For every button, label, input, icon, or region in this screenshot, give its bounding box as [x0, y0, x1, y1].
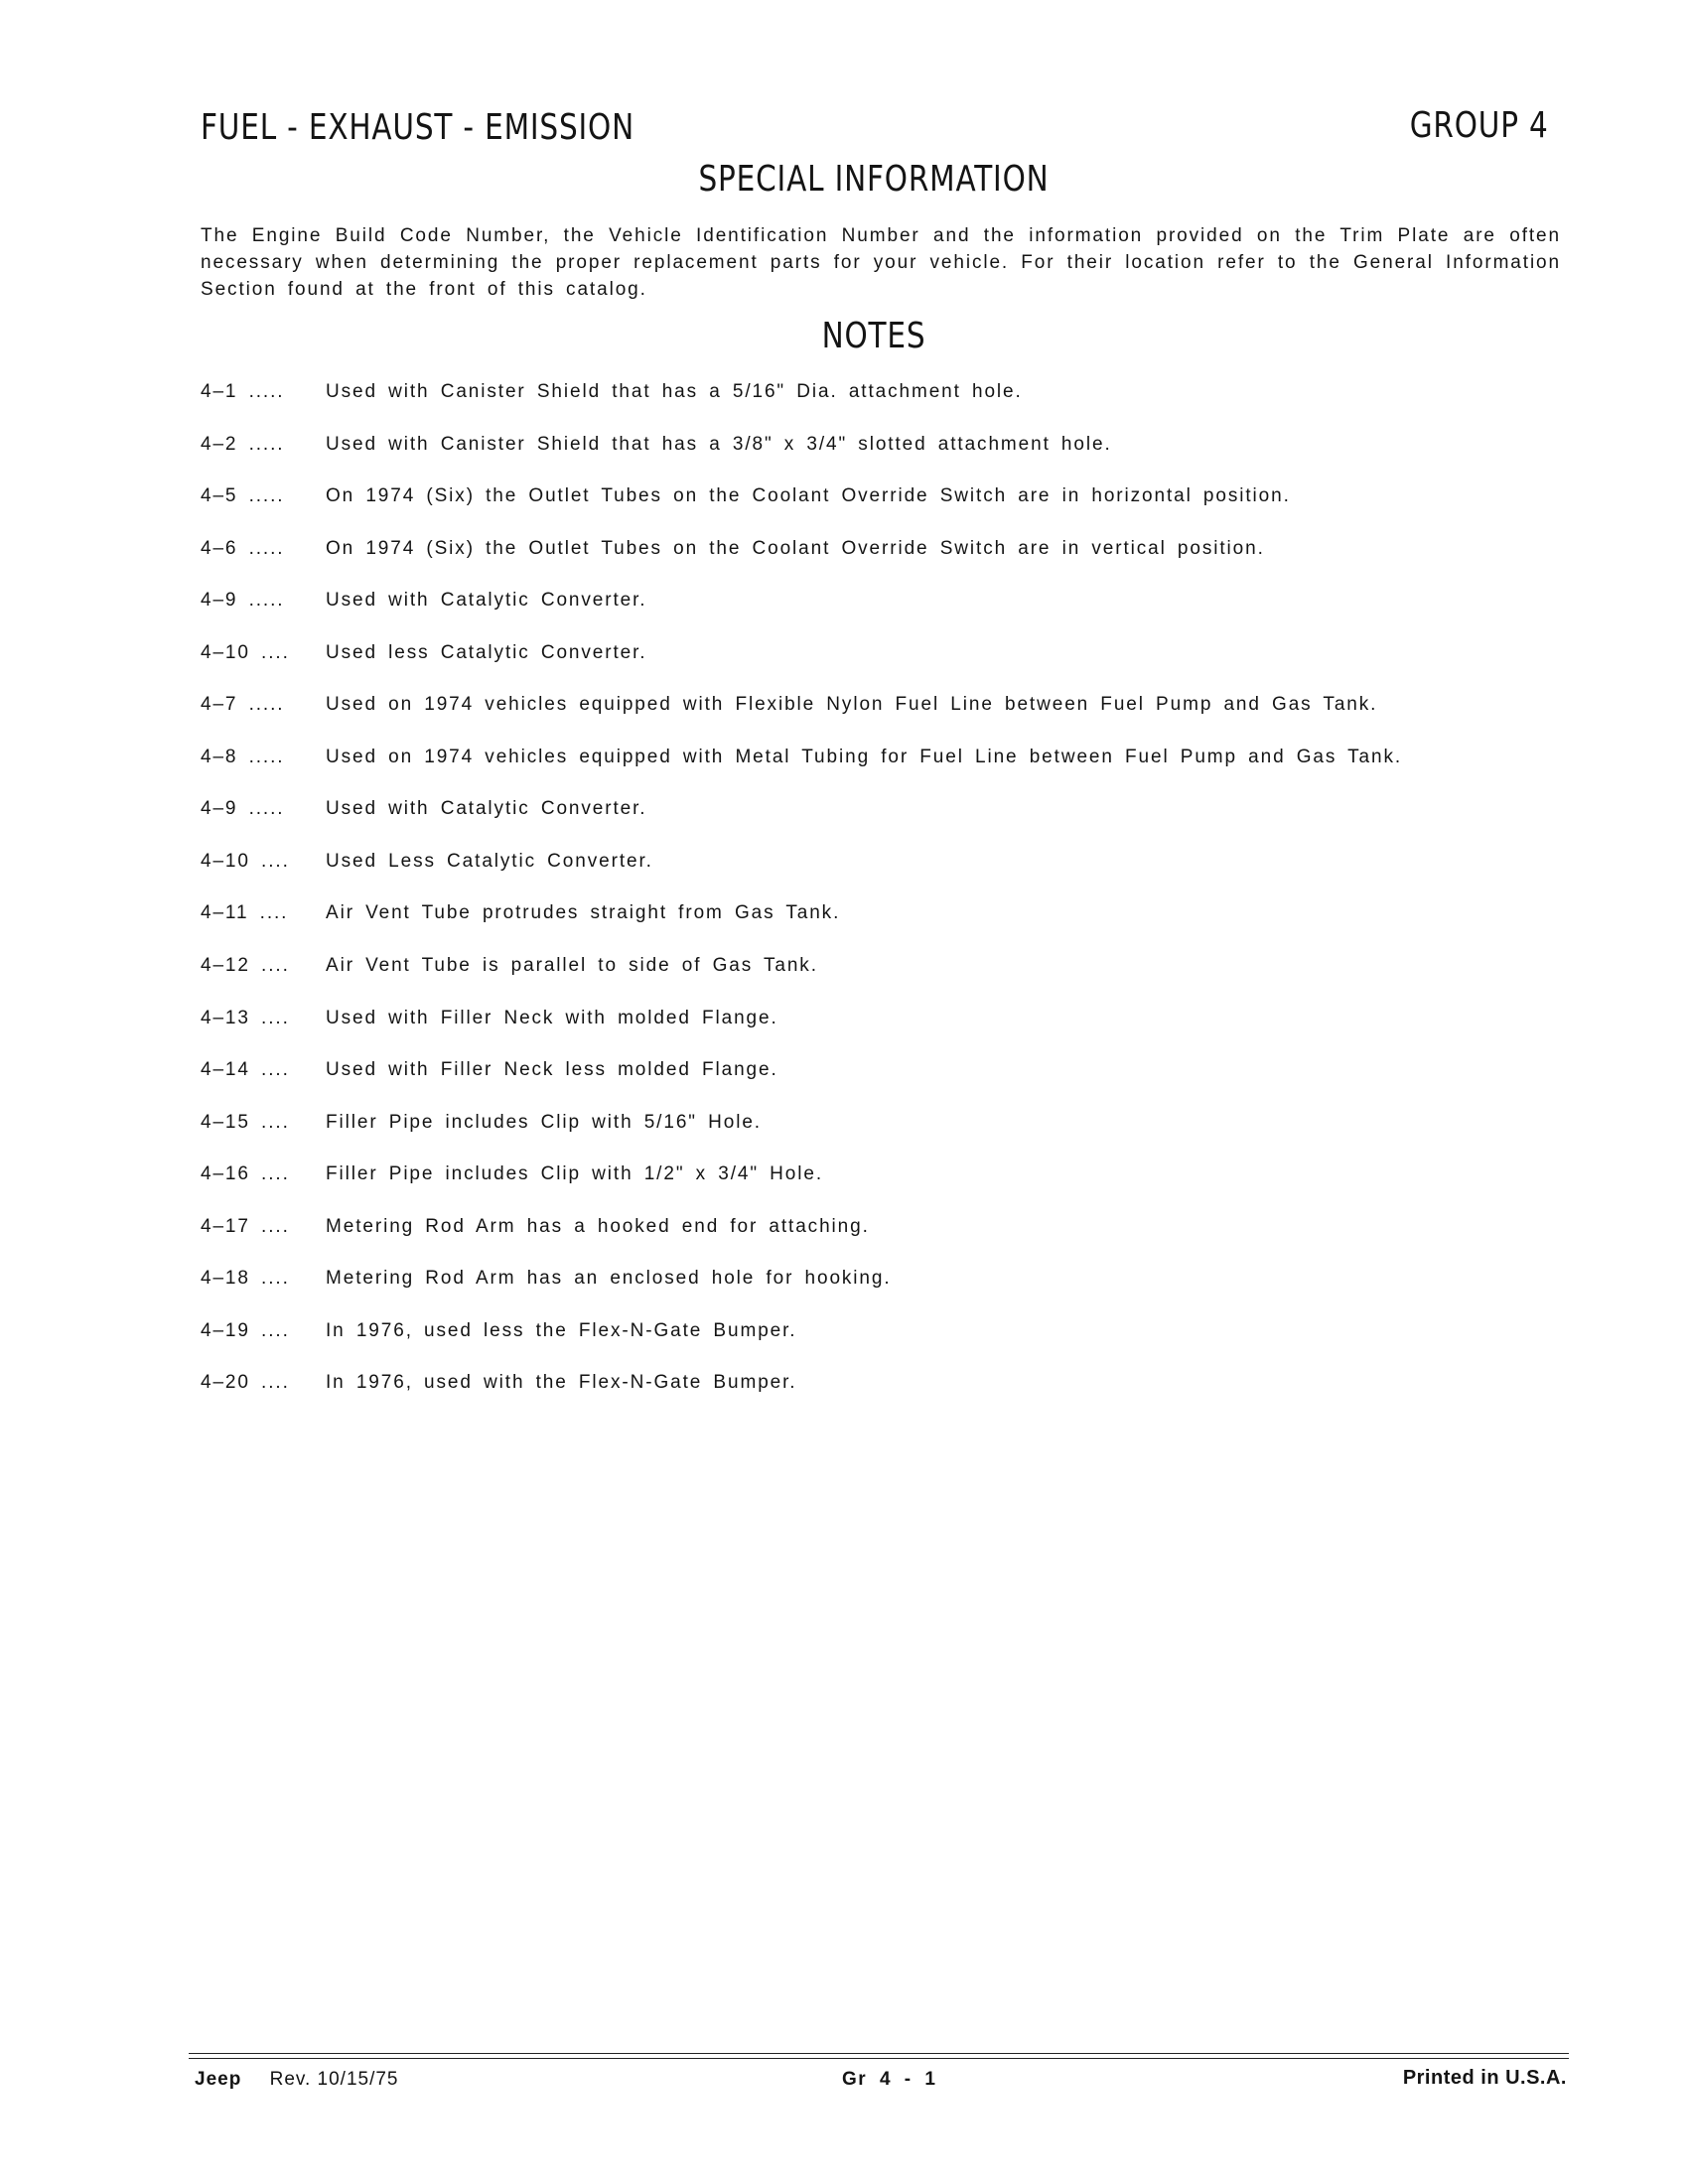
- footer-page-number: Gr 4 - 1: [842, 2069, 937, 2090]
- note-number: 4–18 ....: [201, 1268, 290, 1290]
- notes-title: NOTES: [821, 316, 926, 356]
- note-number: 4–16 ....: [201, 1163, 290, 1185]
- note-number: 4–17 ....: [201, 1215, 290, 1237]
- note-text: Air Vent Tube protrudes straight from Gas Tank.: [326, 902, 841, 924]
- footer-rule-top: [189, 2053, 1569, 2054]
- note-number: 4–6 .....: [201, 537, 285, 559]
- note-item: [201, 434, 1571, 486]
- note-item: [201, 1112, 1571, 1164]
- note-number: 4–10 ....: [201, 850, 290, 872]
- note-item: [201, 642, 1571, 695]
- note-item: [201, 590, 1571, 642]
- footer-left: [195, 2069, 399, 2091]
- note-number: 4–1 .....: [201, 381, 285, 402]
- note-text: Used with Filler Neck with molded Flange.: [326, 1007, 778, 1028]
- note-item: [201, 538, 1571, 591]
- note-number: 4–2 .....: [201, 433, 285, 455]
- note-item: [201, 747, 1571, 799]
- note-item: [201, 1008, 1571, 1060]
- note-number: 4–19 ....: [201, 1319, 290, 1341]
- note-item: [201, 1372, 1571, 1425]
- note-number: 4–11 ....: [201, 902, 289, 924]
- note-item: [201, 851, 1571, 903]
- note-text: Metering Rod Arm has a hooked end for attaching.: [326, 1215, 870, 1237]
- special-information-text: The Engine Build Code Number, the Vehicle Identification Number and the information provided on the Trim Plate are often necessary when determining the proper replacement parts for your vehicle. For their location refer to the General Information Section found at the front of this catalog.: [201, 225, 1561, 300]
- note-item: [201, 1320, 1571, 1373]
- note-number: 4–8 .....: [201, 746, 285, 767]
- note-number: 4–15 ....: [201, 1111, 290, 1133]
- note-text: Used on 1974 vehicles equipped with Flexible Nylon Fuel Line between Fuel Pump and Gas Tank.: [326, 694, 1378, 716]
- note-number: 4–7 .....: [201, 694, 285, 716]
- note-number: 4–13 ....: [201, 1007, 290, 1028]
- footer-rule-bottom: [189, 2058, 1569, 2059]
- note-item: [201, 798, 1571, 851]
- note-text: Used less Catalytic Converter.: [326, 641, 647, 663]
- note-text: In 1976, used less the Flex-N-Gate Bumper.: [326, 1319, 797, 1341]
- note-item: [201, 485, 1571, 538]
- note-number: 4–12 ....: [201, 955, 290, 977]
- notes-list: [201, 381, 1571, 1425]
- note-item: [201, 1163, 1571, 1216]
- note-text: Metering Rod Arm has an enclosed hole for hooking.: [326, 1268, 892, 1290]
- note-item: [201, 1059, 1571, 1112]
- note-text: Used with Canister Shield that has a 3/8" x 3/4" slotted attachment hole.: [326, 433, 1112, 455]
- footer-printed: Printed in U.S.A.: [1402, 2067, 1567, 2089]
- note-number: 4–20 ....: [201, 1372, 290, 1394]
- note-text: Used with Canister Shield that has a 5/16" Dia. attachment hole.: [326, 381, 1023, 402]
- note-number: 4–5 .....: [201, 485, 285, 507]
- note-item: [201, 955, 1571, 1008]
- note-text: Used with Catalytic Converter.: [326, 798, 647, 820]
- note-text: Used with Catalytic Converter.: [326, 590, 647, 612]
- special-information-title: SPECIAL INFORMATION: [698, 159, 1050, 200]
- note-text: Air Vent Tube is parallel to side of Gas Tank.: [326, 955, 818, 977]
- note-item: [201, 381, 1571, 434]
- footer-revision: Rev. 10/15/75: [269, 2069, 399, 2090]
- footer-brand: Jeep: [195, 2069, 242, 2090]
- note-text: Filler Pipe includes Clip with 1/2" x 3/4" Hole.: [326, 1163, 824, 1185]
- note-number: 4–9 .....: [201, 798, 285, 820]
- note-number: 4–9 .....: [201, 590, 285, 612]
- note-item: [201, 1268, 1571, 1320]
- note-item: [201, 1216, 1571, 1269]
- note-text: On 1974 (Six) the Outlet Tubes on the Coolant Override Switch are in vertical position.: [326, 537, 1265, 559]
- note-number: 4–14 ....: [201, 1059, 290, 1081]
- note-item: [201, 902, 1571, 955]
- page-header-section: FUEL - EXHAUST - EMISSION: [201, 107, 634, 148]
- note-text: Used with Filler Neck less molded Flange.: [326, 1059, 778, 1081]
- note-text: In 1976, used with the Flex-N-Gate Bumper.: [326, 1372, 797, 1394]
- page-header-group: GROUP 4: [1410, 105, 1549, 146]
- note-text: Used Less Catalytic Converter.: [326, 850, 653, 872]
- note-text: On 1974 (Six) the Outlet Tubes on the Coolant Override Switch are in horizontal position.: [326, 485, 1291, 507]
- note-item: [201, 694, 1571, 747]
- note-text: Filler Pipe includes Clip with 5/16" Hole.: [326, 1111, 762, 1133]
- note-text: Used on 1974 vehicles equipped with Metal Tubing for Fuel Line between Fuel Pump and Gas Tank.: [326, 746, 1403, 767]
- note-number: 4–10 ....: [201, 641, 290, 663]
